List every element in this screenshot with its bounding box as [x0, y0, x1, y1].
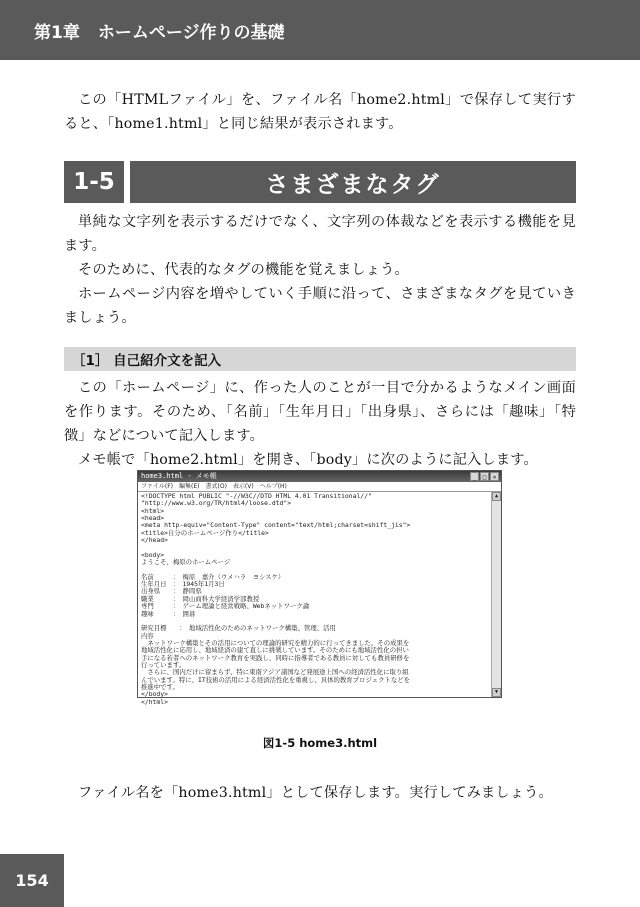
notepad-menubar	[138, 482, 501, 492]
editor-line: <title>自分のホームページ作り</title>	[141, 528, 269, 537]
editor-line: 生年月日 ： 1945年1月3日	[141, 580, 225, 589]
editor-line: んでいます。特に、IT技術の活用による経済活性化を重視し、具体的教育プロジェクトなどを	[141, 675, 411, 684]
editor-line: 内容	[141, 631, 154, 640]
notepad-title: home3.html - メモ帳	[141, 472, 217, 480]
close-icon[interactable]: ×	[490, 472, 499, 481]
editor-line: 行っています。	[141, 660, 186, 669]
editor-line: 推進中です。	[141, 682, 179, 691]
editor-line: 専門 ： ゲーム理論と経営戦略、Webネットワーク論	[141, 602, 310, 611]
chapter-header	[0, 0, 640, 60]
section-paragraph-3: ホームページ内容を増やしていく手順に沿って、さまざまなタグを見ていきましょう。	[64, 286, 576, 326]
menu-format[interactable]: 書式(O)	[205, 483, 227, 490]
subsection-heading: ［1］ 自己紹介文を記入	[64, 347, 576, 371]
menu-help[interactable]: ヘルプ(H)	[259, 483, 287, 490]
editor-line: ネットワーク構築とその活用についての理論的研究を精力的に行ってきました。その成果を	[141, 638, 410, 647]
editor-line: <head>	[141, 514, 165, 523]
menu-view[interactable]: 表示(V)	[232, 483, 254, 490]
chapter-title: ホームページ作りの基礎	[97, 22, 285, 43]
editor-line: 趣味 ： 囲碁	[141, 609, 196, 618]
editor-line: <html>	[141, 506, 165, 515]
menu-file[interactable]: ファイル(F)	[141, 483, 174, 490]
section-heading	[64, 161, 576, 203]
maximize-icon[interactable]: □	[480, 472, 489, 481]
section-number: 1-5	[64, 161, 124, 203]
editor-line: 出身県 ： 静岡県	[141, 587, 202, 596]
editor-line	[141, 544, 488, 551]
figure-caption: 図1-5 home3.html	[262, 736, 378, 750]
editor-line: ようこそ、梅原のホームページ	[141, 558, 231, 567]
notepad-window	[137, 470, 502, 706]
vertical-scrollbar[interactable]	[491, 492, 501, 697]
subsection-paragraph-2: メモ帳で「home2.html」を開き、「body」に次のように記入します。	[78, 452, 538, 468]
editor-line: </body>	[141, 690, 168, 699]
scroll-up-icon[interactable]: ▲	[492, 492, 501, 501]
editor-line: 職業 ： 岡山商科大学経済学部教授	[141, 594, 260, 603]
section-title: さまざまなタグ	[130, 161, 576, 203]
notepad-editor[interactable]	[138, 492, 491, 706]
section-paragraph-2: そのために、代表的なタグの機能を覚えましょう。	[78, 262, 409, 278]
editor-line: 地域活性化に応用し、地域経済の建て直しに挑戦しています。そのためにも地域活性化の担い	[141, 646, 409, 655]
editor-line: <!DOCTYPE html PUBLIC "-//W3C//DTD HTML 4.01 Transitional//"	[141, 492, 372, 500]
page-number: 154	[0, 854, 64, 907]
editor-line: さらに、国内だけに留まらず、特に東南アジア諸国など発展途上国への経済活性化に取り組	[141, 668, 409, 677]
scroll-down-icon[interactable]: ▼	[492, 688, 501, 697]
minimize-icon[interactable]: _	[470, 472, 479, 481]
subsection-paragraph-1: この「ホームページ」に、作った人のことが一目で分かるようなメイン画面を作ります。そのため、「名前」「生年月日」「出身県」、さらには「趣味」「特徴」などについて記入します。	[64, 380, 576, 444]
editor-line: <meta http-equiv="Content-Type" content="text/html;charset=shift_jis">	[141, 521, 411, 530]
editor-line: 手になる若者へのネットワーク教育を実践し、同時に指導者である教員に対しても教員研修を	[141, 653, 410, 662]
editor-line: </head>	[141, 536, 168, 545]
editor-line: </html>	[141, 697, 168, 706]
editor-line: "http://www.w3.org/TR/html4/loose.dtd">	[141, 499, 292, 508]
chapter-label: 第1章	[34, 22, 80, 43]
editor-line: 研究目標 ： 地域活性化のためのネットワーク構築、管理、活用	[141, 624, 336, 633]
menu-edit[interactable]: 編集(E)	[179, 483, 200, 490]
editor-line: <body>	[141, 550, 165, 559]
editor-line: 名前 ： 梅原 嘉介（ウメハラ ヨシスケ）	[141, 572, 285, 581]
notepad-titlebar	[138, 471, 501, 482]
intro-paragraph: この「HTMLファイル」を、ファイル名「home2.html」で保存して実行すると、「home1.html」と同じ結果が表示されます。	[64, 92, 576, 132]
section-paragraph-1: 単純な文字列を表示するだけでなく、文字列の体裁などを表示する機能を見ます。	[64, 214, 576, 254]
closing-paragraph: ファイル名を「home3.html」として保存します。実行してみましょう。	[78, 785, 553, 801]
